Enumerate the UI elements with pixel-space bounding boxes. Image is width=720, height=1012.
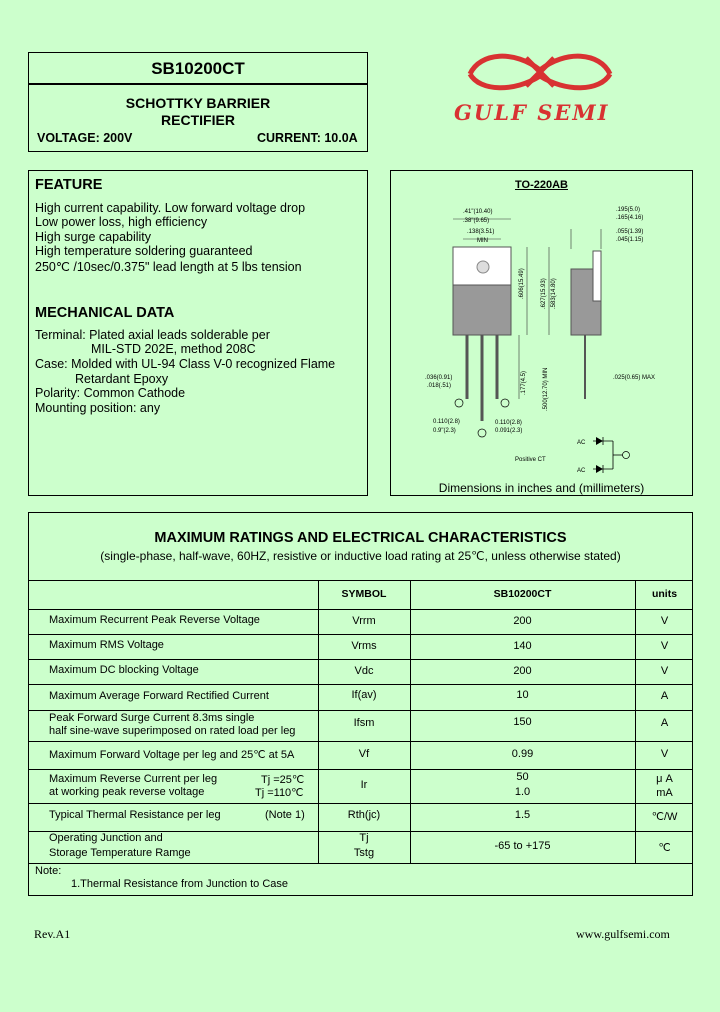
value-cell: 140 — [513, 640, 532, 652]
part-number-box — [28, 52, 368, 84]
dim-text: .177(4.5) — [521, 370, 527, 395]
mechanical-line: Terminal: Plated axial leads solderable per — [35, 328, 270, 342]
dim-text: .018(.51) — [427, 383, 452, 389]
dim-text: .195(5.0) — [616, 207, 641, 213]
col-header-value: SB10200CT — [493, 588, 552, 600]
diode-2 — [596, 465, 603, 473]
value-cell: 50 — [516, 771, 529, 783]
dim-text: 0.9"(2.3) — [433, 428, 456, 434]
mechanical-line: Retardant Epoxy — [75, 372, 169, 386]
col-header-symbol: SYMBOL — [341, 588, 387, 600]
unit-cell: ℃/W — [651, 811, 678, 823]
device-type-line2: RECTIFIER — [161, 112, 235, 128]
dim-text: 0.091(2.3) — [495, 428, 523, 434]
mechanical-title: MECHANICAL DATA — [35, 305, 175, 321]
mechanical-line: MIL-STD 202E, method 208C — [91, 342, 256, 356]
dim-text: .138(3.51) — [467, 229, 495, 235]
symbol-cell: Vf — [358, 748, 370, 760]
mechanical-line: Polarity: Common Cathode — [35, 386, 186, 400]
device-type-line1: SCHOTTKY BARRIER — [125, 95, 271, 111]
note-label: Note: — [35, 865, 62, 877]
ratings-subtitle: (single-phase, half-wave, 60HZ, resistive or inductive load rating at 25℃, unless otherwise stated) — [100, 549, 621, 563]
feature-item: High temperature soldering guaranteed — [35, 244, 253, 258]
condition-cell: Tj =25℃ — [261, 774, 305, 786]
condition-cell-line2: Tj =110℃ — [255, 787, 304, 799]
value-cell: -65 to +175 — [494, 840, 551, 852]
ac-label: AC — [577, 468, 586, 474]
dim-text: 0.110(2.8) — [433, 419, 460, 425]
current-rating: CURRENT: 10.0A — [257, 131, 358, 145]
revision-label: Rev.A1 — [34, 927, 71, 941]
param-cell-line2: Storage Temperature Ramge — [49, 847, 191, 859]
unit-cell: V — [660, 748, 669, 760]
package-body — [453, 285, 511, 335]
value-cell: 0.99 — [511, 748, 534, 760]
unit-cell: μ A — [656, 773, 673, 785]
logo-mark-icon — [440, 44, 640, 100]
unit-cell: A — [660, 690, 669, 702]
dim-text: .045(1.15) — [616, 237, 644, 243]
value-cell: 200 — [513, 615, 532, 627]
dim-text: .627(15.93) — [541, 278, 547, 309]
feature-title: FEATURE — [35, 177, 103, 193]
feature-section — [28, 170, 368, 496]
website-link[interactable]: www.gulfsemi.com — [576, 927, 670, 941]
symbol-cell: Vdc — [354, 665, 374, 677]
param-cell: Maximum Forward Voltage per leg and 25℃ at 5A — [49, 749, 295, 761]
value-cell-line2: 1.0 — [514, 786, 531, 798]
param-cell: Operating Junction and — [49, 832, 163, 844]
dim-text: .036(0.91) — [425, 375, 453, 381]
dim-text: .38"(9.65) — [463, 218, 490, 224]
ac-label: AC — [577, 440, 586, 446]
param-cell: Maximum Average Forward Rectified Current — [49, 690, 269, 702]
param-cell: Peak Forward Surge Current 8.3ms single — [49, 712, 255, 724]
gulf-semi-logo — [440, 44, 640, 134]
dim-text: .165(4.16) — [616, 215, 644, 221]
unit-cell: A — [660, 717, 669, 729]
symbol-cell: Ifsm — [353, 717, 375, 729]
value-cell: 150 — [513, 716, 532, 728]
voltage-rating: VOLTAGE: 200V — [37, 131, 133, 145]
param-cell: Maximum Recurrent Peak Reverse Voltage — [49, 614, 260, 626]
dim-text: .500(12.70) MIN — [543, 367, 549, 411]
unit-cell: ℃ — [658, 842, 671, 854]
package-drawing-section — [390, 170, 693, 496]
dim-text: .583(14.80) — [551, 278, 557, 309]
symbol-cell-line2: Tstg — [353, 847, 375, 859]
mechanical-line: Mounting position: any — [35, 401, 161, 415]
param-cell: Typical Thermal Resistance per leg — [49, 809, 221, 821]
to220-outline-drawing — [391, 189, 692, 489]
package-title: TO-220AB — [515, 179, 568, 191]
value-cell: 200 — [513, 665, 532, 677]
param-cell: Maximum Reverse Current per leg — [49, 773, 218, 785]
ratings-title: MAXIMUM RATINGS AND ELECTRICAL CHARACTERISTICS — [154, 530, 567, 546]
unit-cell-line2: mA — [656, 787, 673, 799]
logo-text: GULF SEMI — [454, 100, 610, 125]
value-cell: 10 — [516, 689, 529, 701]
positive-ct-label: Positive CT — [515, 457, 546, 463]
mounting-hole — [477, 261, 489, 273]
feature-item: 250℃ /10sec/0.375" lead length at 5 lbs tension — [35, 260, 302, 274]
feature-item: Low power loss, high efficiency — [35, 215, 208, 229]
part-number: SB10200CT — [151, 59, 245, 78]
dim-text: .606(15.49) — [519, 268, 525, 299]
param-cell: Maximum DC blocking Voltage — [49, 664, 199, 676]
param-cell: Maximum RMS Voltage — [49, 639, 164, 651]
device-summary-box — [28, 84, 368, 152]
unit-cell: V — [660, 640, 669, 652]
package-caption: Dimensions in inches and (millimeters) — [438, 481, 645, 495]
diode-1 — [596, 437, 603, 445]
value-cell: 1.5 — [514, 809, 531, 821]
param-cell-line2: at working peak reverse voltage — [49, 786, 205, 798]
dim-text: .41"(10.40) — [463, 209, 493, 215]
symbol-cell: Vrrm — [352, 615, 376, 627]
feature-item: High surge capability — [35, 230, 152, 244]
condition-cell: (Note 1) — [265, 809, 305, 821]
symbol-cell: Rth(jc) — [347, 809, 381, 821]
mechanical-line: Case: Molded with UL-94 Class V-0 recognized Flame — [35, 357, 336, 371]
dim-text: MIN — [477, 238, 488, 244]
side-view-tab — [593, 251, 601, 301]
symbol-cell: If(av) — [351, 689, 377, 701]
symbol-cell: Ir — [360, 779, 368, 791]
col-header-units: units — [651, 588, 678, 600]
dim-text: .025(0.65) MAX — [613, 375, 656, 381]
symbol-cell: Tj — [359, 832, 369, 844]
dim-text: .055(1.39) — [616, 229, 644, 235]
feature-item: High current capability. Low forward voltage drop — [35, 201, 306, 215]
dim-text: 0.110(2.8) — [495, 420, 522, 426]
symbol-cell: Vrms — [351, 640, 377, 652]
note-text: 1.Thermal Resistance from Junction to Case — [71, 878, 289, 890]
unit-cell: V — [660, 665, 669, 677]
unit-cell: V — [660, 615, 669, 627]
param-cell-line2: half sine-wave superimposed on rated load per leg — [49, 725, 296, 737]
ratings-table — [28, 512, 693, 896]
